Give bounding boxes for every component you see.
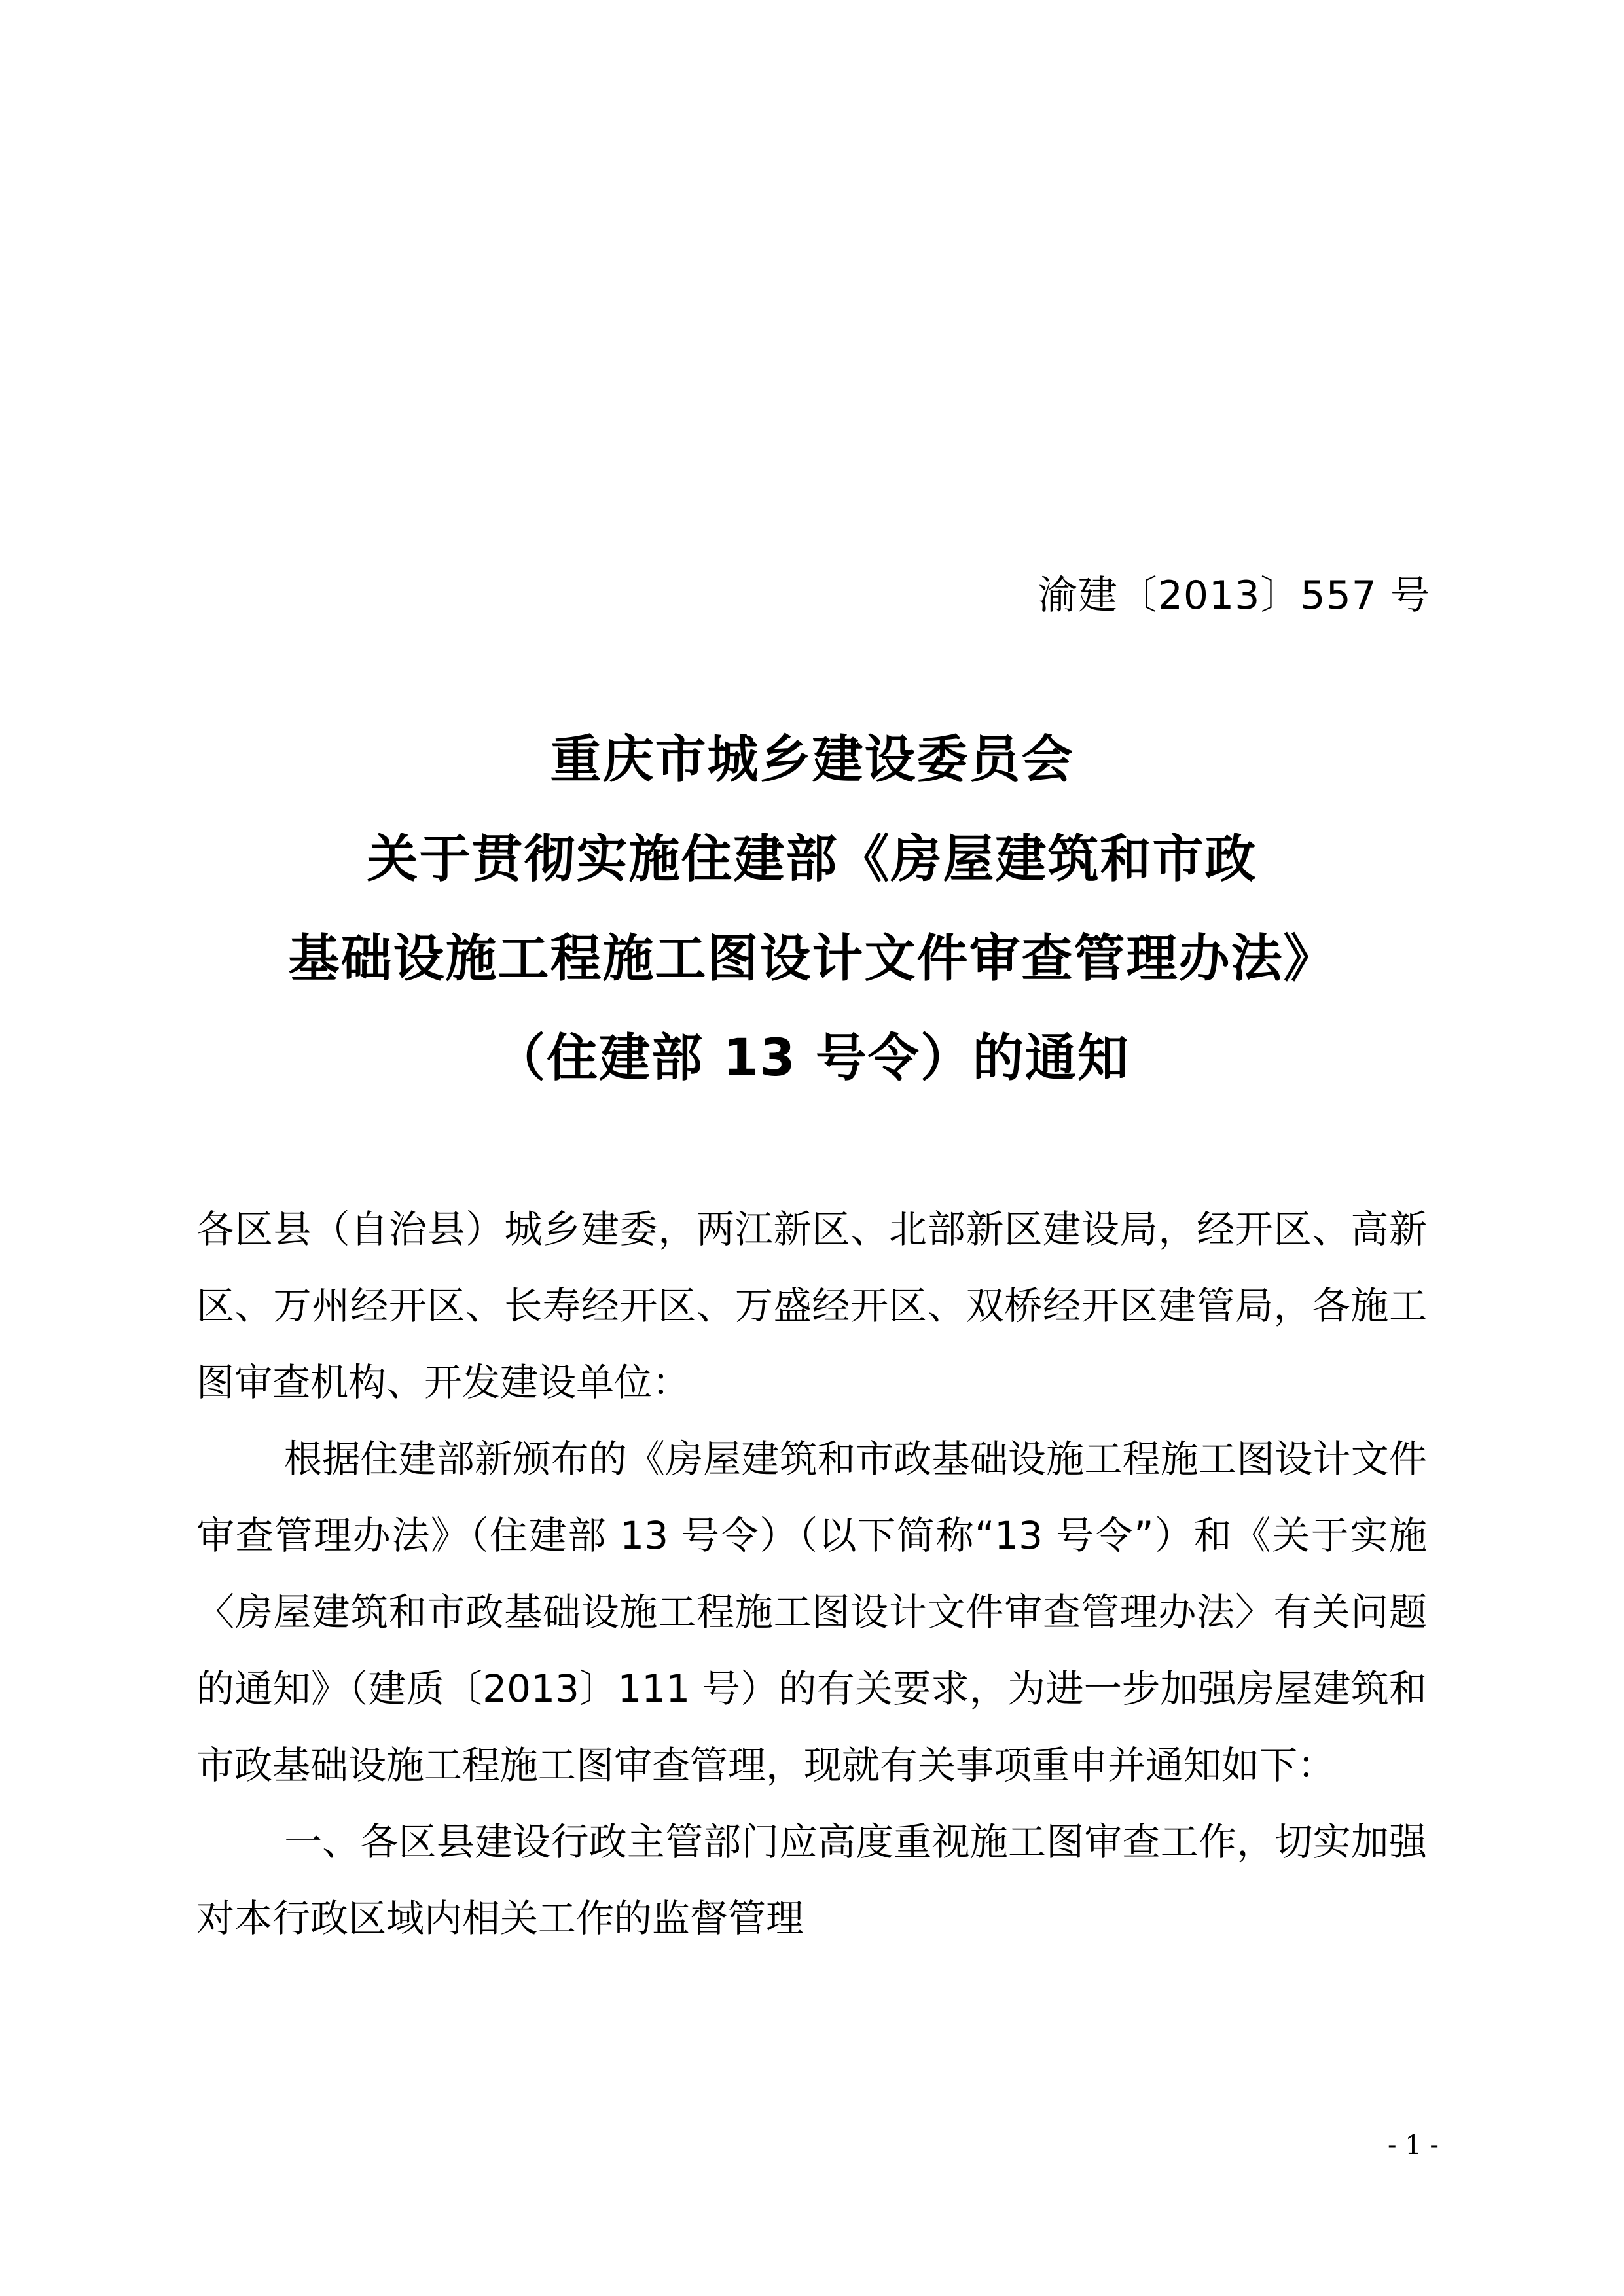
page-number: - 1 -	[1388, 2130, 1439, 2161]
addressee-paragraph: 各区县（自治县）城乡建委，两江新区、北部新区建设局，经开区、高新区、万州经开区、长寿经开区、万盛经开区、双桥经开区建管局，各施工图审查机构、开发建设单位：	[196, 1207, 1427, 1405]
title-line-4: （住建部 13 号令）的通知	[494, 1029, 1130, 1088]
title-line-2: 关于贯彻实施住建部《房屋建筑和市政	[367, 830, 1257, 889]
body-paragraph-2: 一、各区县建设行政主管部门应高度重视施工图审查工作，切实加强对本行政区域内相关工作的监督管理	[196, 1820, 1427, 1941]
title-line-1: 重庆市城乡建设委员会	[550, 730, 1074, 789]
title-line-3: 基础设施工程施工图设计文件审查管理办法》	[288, 929, 1336, 988]
document-body	[196, 1191, 1427, 1957]
body-paragraph-1: 根据住建部新颁布的《房屋建筑和市政基础设施工程施工图设计文件审查管理办法》（住建部 13 号令）（以下简称“13 号令”）和《关于实施〈房屋建筑和市政基础设施工程施工图设计文件审查管理办法〉有关问题的通知》（建质〔2013〕111 号）的有关要求，为进一步加强房屋建筑和市政基础设施工程施工图审查管理，现就有关事项重申并通知如下：	[196, 1437, 1427, 1787]
document-number: 渝建〔2013〕557 号	[1038, 573, 1430, 619]
document-title	[0, 710, 1624, 1108]
